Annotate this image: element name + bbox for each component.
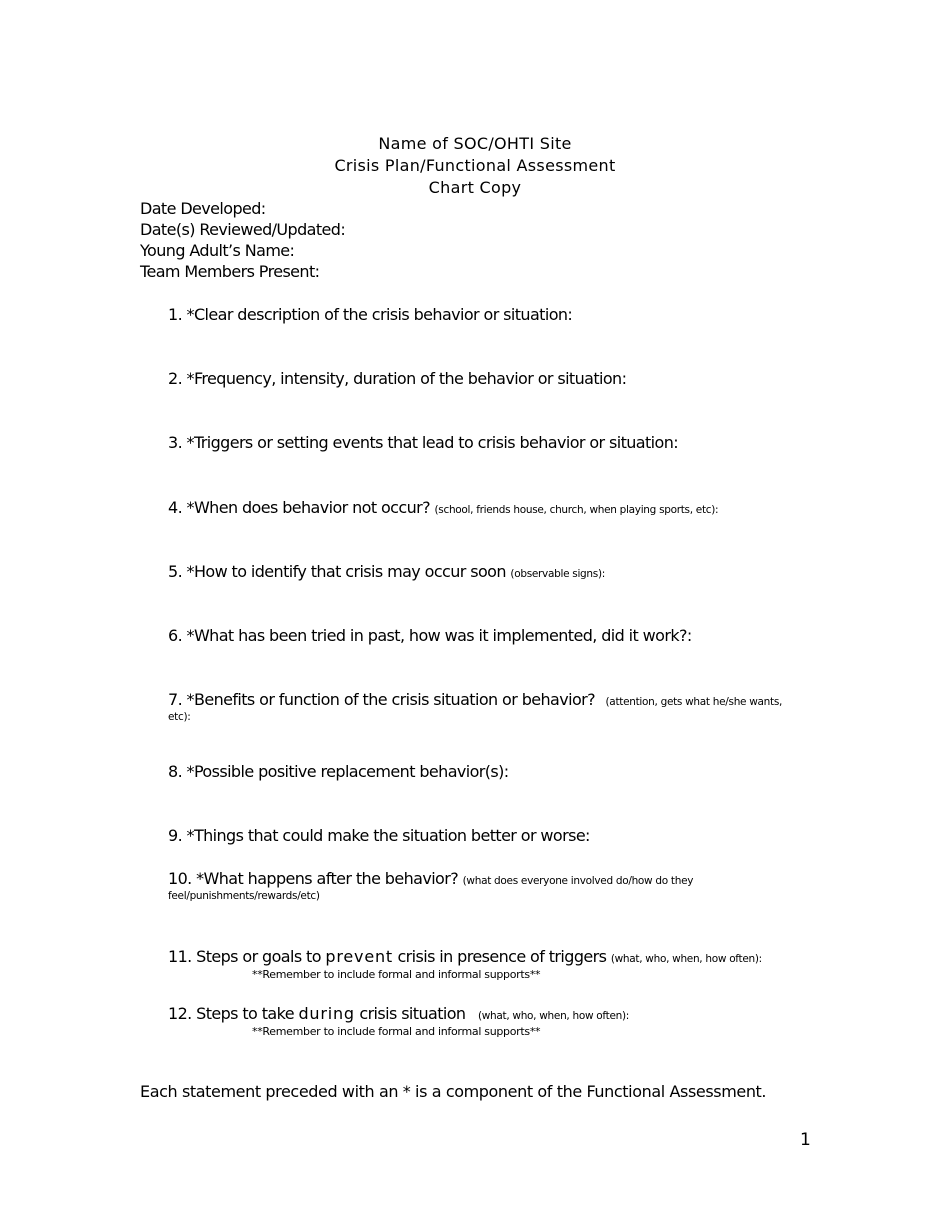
item-4-text: 4. *When does behavior not occur? [168, 498, 430, 517]
dates-reviewed-label: Date(s) Reviewed/Updated: [140, 220, 346, 239]
item-4-note: (school, friends house, church, when playing sports, etc): [434, 504, 719, 516]
item-12-note: (what, who, when, how often): [477, 1010, 629, 1022]
item-1: 1. *Clear description of the crisis behavior or situation: [168, 305, 573, 324]
functional-assessment-footnote: Each statement preceded with an * is a component of the Functional Assessment. [140, 1082, 767, 1101]
item-11-note: (what, who, when, how often): [610, 953, 762, 965]
item-8: 8. *Possible positive replacement behavior(s): [168, 762, 509, 781]
item-10-text: 10. *What happens after the behavior? [168, 869, 459, 888]
copy-type: Chart Copy [428, 178, 522, 197]
item-3: 3. *Triggers or setting events that lead to crisis behavior or situation: [168, 433, 679, 452]
item-2: 2. *Frequency, intensity, duration of the behavior or situation: [168, 369, 627, 388]
item-11-text-post: crisis in presence of triggers [397, 947, 607, 966]
item-12-text-pre: 12. Steps to take [168, 1004, 294, 1023]
item-11-reminder: **Remember to include formal and informal supports** [252, 968, 541, 981]
item-9: 9. *Things that could make the situation better or worse: [168, 826, 590, 845]
site-name: Name of SOC/OHTI Site [378, 134, 572, 153]
item-4 [168, 498, 718, 520]
item-12-reminder: **Remember to include formal and informal supports** [252, 1025, 541, 1038]
date-developed-label: Date Developed: [140, 199, 266, 218]
item-7-text: 7. *Benefits or function of the crisis situation or behavior? [168, 690, 596, 709]
young-adult-name-label: Young Adult’s Name: [140, 241, 295, 260]
team-members-label: Team Members Present: [140, 262, 320, 281]
item-7-note: (attention, gets what he/she wants, [605, 696, 783, 708]
item-7-note-cont: etc): [168, 711, 191, 723]
item-11-text-pre: 11. Steps or goals to [168, 947, 321, 966]
plan-title: Crisis Plan/Functional Assessment [334, 156, 616, 175]
item-11-emphasis: prevent [325, 947, 393, 966]
item-10-note-cont: feel/punishments/rewards/etc) [168, 890, 320, 902]
item-7 [168, 690, 782, 712]
page-number: 1 [800, 1130, 811, 1150]
item-12-emphasis: during [298, 1004, 355, 1023]
item-11 [168, 947, 762, 969]
item-5 [168, 562, 605, 584]
item-10-note: (what does everyone involved do/how do they [462, 875, 694, 887]
item-5-text: 5. *How to identify that crisis may occur soon [168, 562, 506, 581]
item-6: 6. *What has been tried in past, how was it implemented, did it work?: [168, 626, 692, 645]
item-12 [168, 1004, 629, 1026]
item-10 [168, 869, 693, 891]
item-12-text-post: crisis situation [359, 1004, 466, 1023]
item-5-note: (observable signs): [510, 568, 605, 580]
